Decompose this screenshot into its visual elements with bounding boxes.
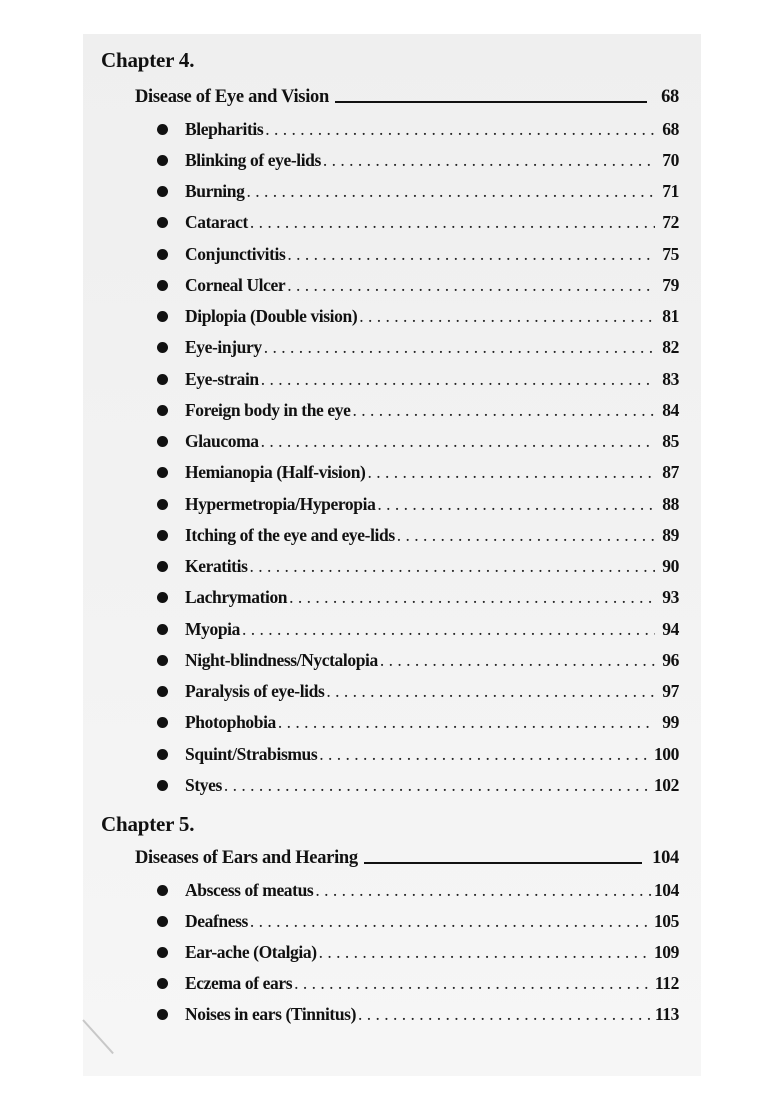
bullet-icon <box>157 530 168 541</box>
toc-entry[interactable] <box>157 770 679 800</box>
entry-title: Lachrymation <box>185 587 288 608</box>
entry-title: Keratitis <box>185 556 248 576</box>
dot-leader <box>377 494 655 515</box>
dot-leader <box>323 150 655 171</box>
entry-title: Itching of the eye and eye-lids <box>185 524 395 545</box>
dot-leader <box>326 681 655 702</box>
bullet-icon <box>157 311 168 322</box>
entry-page-number: 109 <box>653 941 679 962</box>
entry-title: Abscess of meatus <box>185 879 314 900</box>
dot-leader <box>397 525 655 546</box>
toc-entry[interactable] <box>157 677 679 707</box>
dot-leader <box>278 712 655 733</box>
entry-page-number: 85 <box>662 431 679 451</box>
toc-entry[interactable] <box>157 614 679 644</box>
heading-page-number: 104 <box>652 847 679 868</box>
bullet-icon <box>157 436 168 447</box>
dot-leader <box>294 973 653 994</box>
bullet-icon <box>157 885 168 896</box>
page-crease <box>82 1019 114 1054</box>
toc-entry[interactable] <box>157 270 679 300</box>
entry-page-number: 104 <box>653 879 679 900</box>
entry-title: Photophobia <box>185 712 276 733</box>
bullet-icon <box>157 405 168 416</box>
bullet-icon <box>157 978 168 989</box>
toc-entry[interactable] <box>157 395 679 425</box>
entry-page-number: 79 <box>662 274 679 295</box>
entry-title: Glaucoma <box>185 431 259 451</box>
chapter-label: Chapter 5. <box>101 812 195 836</box>
entry-page-number: 100 <box>653 743 679 764</box>
dot-leader <box>358 1004 653 1025</box>
toc-entry[interactable] <box>157 239 679 269</box>
contents-page <box>83 34 701 1076</box>
toc-entry[interactable] <box>157 145 679 175</box>
entry-title: Ear-ache (Otalgia) <box>185 941 317 962</box>
entry-page-number: 75 <box>662 243 679 264</box>
bullet-icon <box>157 217 168 228</box>
dot-leader <box>250 911 652 932</box>
toc-entry[interactable] <box>157 1000 679 1030</box>
bullet-icon <box>157 467 168 478</box>
entry-page-number: 97 <box>662 681 679 701</box>
bullet-icon <box>157 124 168 135</box>
dot-leader <box>261 369 655 390</box>
heading-rule <box>335 101 647 103</box>
chapter-heading-row[interactable] <box>135 82 679 112</box>
dot-leader <box>352 400 655 421</box>
entry-page-number: 68 <box>662 118 679 139</box>
entry-title: Myopia <box>185 618 240 639</box>
dot-leader <box>246 181 655 202</box>
toc-entry[interactable] <box>157 114 679 144</box>
bullet-icon <box>157 561 168 572</box>
toc-entry[interactable] <box>157 583 679 613</box>
toc-entry[interactable] <box>157 208 679 238</box>
entry-title: Blepharitis <box>185 118 264 139</box>
entry-page-number: 83 <box>662 368 679 389</box>
dot-leader <box>287 244 655 265</box>
entry-title: Night-blindness/Nyctalopia <box>185 649 378 670</box>
toc-entry[interactable] <box>157 969 679 999</box>
toc-entry[interactable] <box>157 520 679 550</box>
toc-entry[interactable] <box>157 427 679 457</box>
bullet-icon <box>157 749 168 760</box>
entry-title: Eye-injury <box>185 337 262 358</box>
entry-title: Hemianopia (Half-vision) <box>185 462 366 483</box>
entry-title: Corneal Ulcer <box>185 274 286 295</box>
toc-entry[interactable] <box>157 645 679 675</box>
bullet-icon <box>157 155 168 166</box>
dot-leader <box>287 275 655 296</box>
dot-leader <box>380 650 655 671</box>
dot-leader <box>242 619 655 640</box>
entry-page-number: 82 <box>662 337 679 358</box>
toc-entry[interactable] <box>157 937 679 967</box>
entry-page-number: 89 <box>662 524 679 545</box>
heading-page-number: 68 <box>661 86 679 107</box>
dot-leader <box>250 212 655 233</box>
entry-title: Deafness <box>185 910 248 931</box>
toc-entry[interactable] <box>157 364 679 394</box>
toc-entry[interactable] <box>157 489 679 519</box>
entry-title: Hypermetropia/Hyperopia <box>185 493 376 514</box>
chapter-heading: Diseases of Ears and Hearing <box>135 847 358 868</box>
toc-entry[interactable] <box>157 875 679 905</box>
chapter-heading: Disease of Eye and Vision <box>135 86 329 107</box>
entry-page-number: 81 <box>662 306 679 326</box>
entry-page-number: 94 <box>662 618 679 639</box>
entry-page-number: 105 <box>653 910 679 931</box>
bullet-icon <box>157 624 168 635</box>
bullet-icon <box>157 916 168 927</box>
dot-leader <box>359 306 655 327</box>
bullet-icon <box>157 947 168 958</box>
bullet-icon <box>157 780 168 791</box>
dot-leader <box>261 431 655 452</box>
entry-title: Squint/Strabismus <box>185 743 318 764</box>
toc-entry[interactable] <box>157 708 679 738</box>
dot-leader <box>367 462 655 483</box>
entry-page-number: 113 <box>654 1004 679 1025</box>
entry-title: Eye-strain <box>185 368 259 389</box>
bullet-icon <box>157 249 168 260</box>
dot-leader <box>315 880 652 901</box>
dot-leader <box>224 775 652 796</box>
toc-entry[interactable] <box>157 552 679 582</box>
toc-entry[interactable] <box>157 302 679 332</box>
dot-leader <box>264 337 655 358</box>
toc-entry[interactable] <box>157 739 679 769</box>
entry-page-number: 71 <box>662 181 679 201</box>
dot-leader <box>319 744 652 765</box>
bullet-icon <box>157 655 168 666</box>
dot-leader <box>319 942 652 963</box>
bullet-icon <box>157 717 168 728</box>
entry-title: Paralysis of eye-lids <box>185 681 325 701</box>
entry-title: Conjunctivitis <box>185 243 286 264</box>
entry-title: Eczema of ears <box>185 973 293 994</box>
entry-page-number: 96 <box>662 649 679 670</box>
entry-page-number: 99 <box>662 712 679 733</box>
toc-entry[interactable] <box>157 458 679 488</box>
dot-leader <box>289 587 655 608</box>
entry-page-number: 102 <box>653 774 679 795</box>
chapter-heading-row[interactable] <box>135 843 679 873</box>
bullet-icon <box>157 686 168 697</box>
toc-entry[interactable] <box>157 333 679 363</box>
entry-page-number: 87 <box>662 462 679 483</box>
heading-rule <box>364 862 642 864</box>
dot-leader <box>250 556 656 577</box>
bullet-icon <box>157 1009 168 1020</box>
bullet-icon <box>157 374 168 385</box>
bullet-icon <box>157 592 168 603</box>
entry-page-number: 88 <box>662 493 679 514</box>
bullet-icon <box>157 186 168 197</box>
entry-page-number: 93 <box>662 587 679 608</box>
bullet-icon <box>157 499 168 510</box>
toc-entry[interactable] <box>157 906 679 936</box>
entry-page-number: 70 <box>662 149 679 170</box>
entry-title: Blinking of eye-lids <box>185 149 321 170</box>
entry-title: Noises in ears (Tinnitus) <box>185 1004 357 1025</box>
dot-leader <box>265 119 655 140</box>
chapter-label: Chapter 4. <box>101 48 195 72</box>
bullet-icon <box>157 280 168 291</box>
entry-title: Burning <box>185 181 245 201</box>
entry-page-number: 84 <box>662 399 679 420</box>
toc-entry[interactable] <box>157 177 679 207</box>
entry-page-number: 112 <box>654 973 679 994</box>
entry-page-number: 90 <box>662 556 679 576</box>
entry-title: Diplopia (Double vision) <box>185 306 358 326</box>
entry-title: Foreign body in the eye <box>185 399 351 420</box>
entry-title: Styes <box>185 774 222 795</box>
bullet-icon <box>157 342 168 353</box>
entry-title: Cataract <box>185 212 248 233</box>
entry-page-number: 72 <box>662 212 679 233</box>
